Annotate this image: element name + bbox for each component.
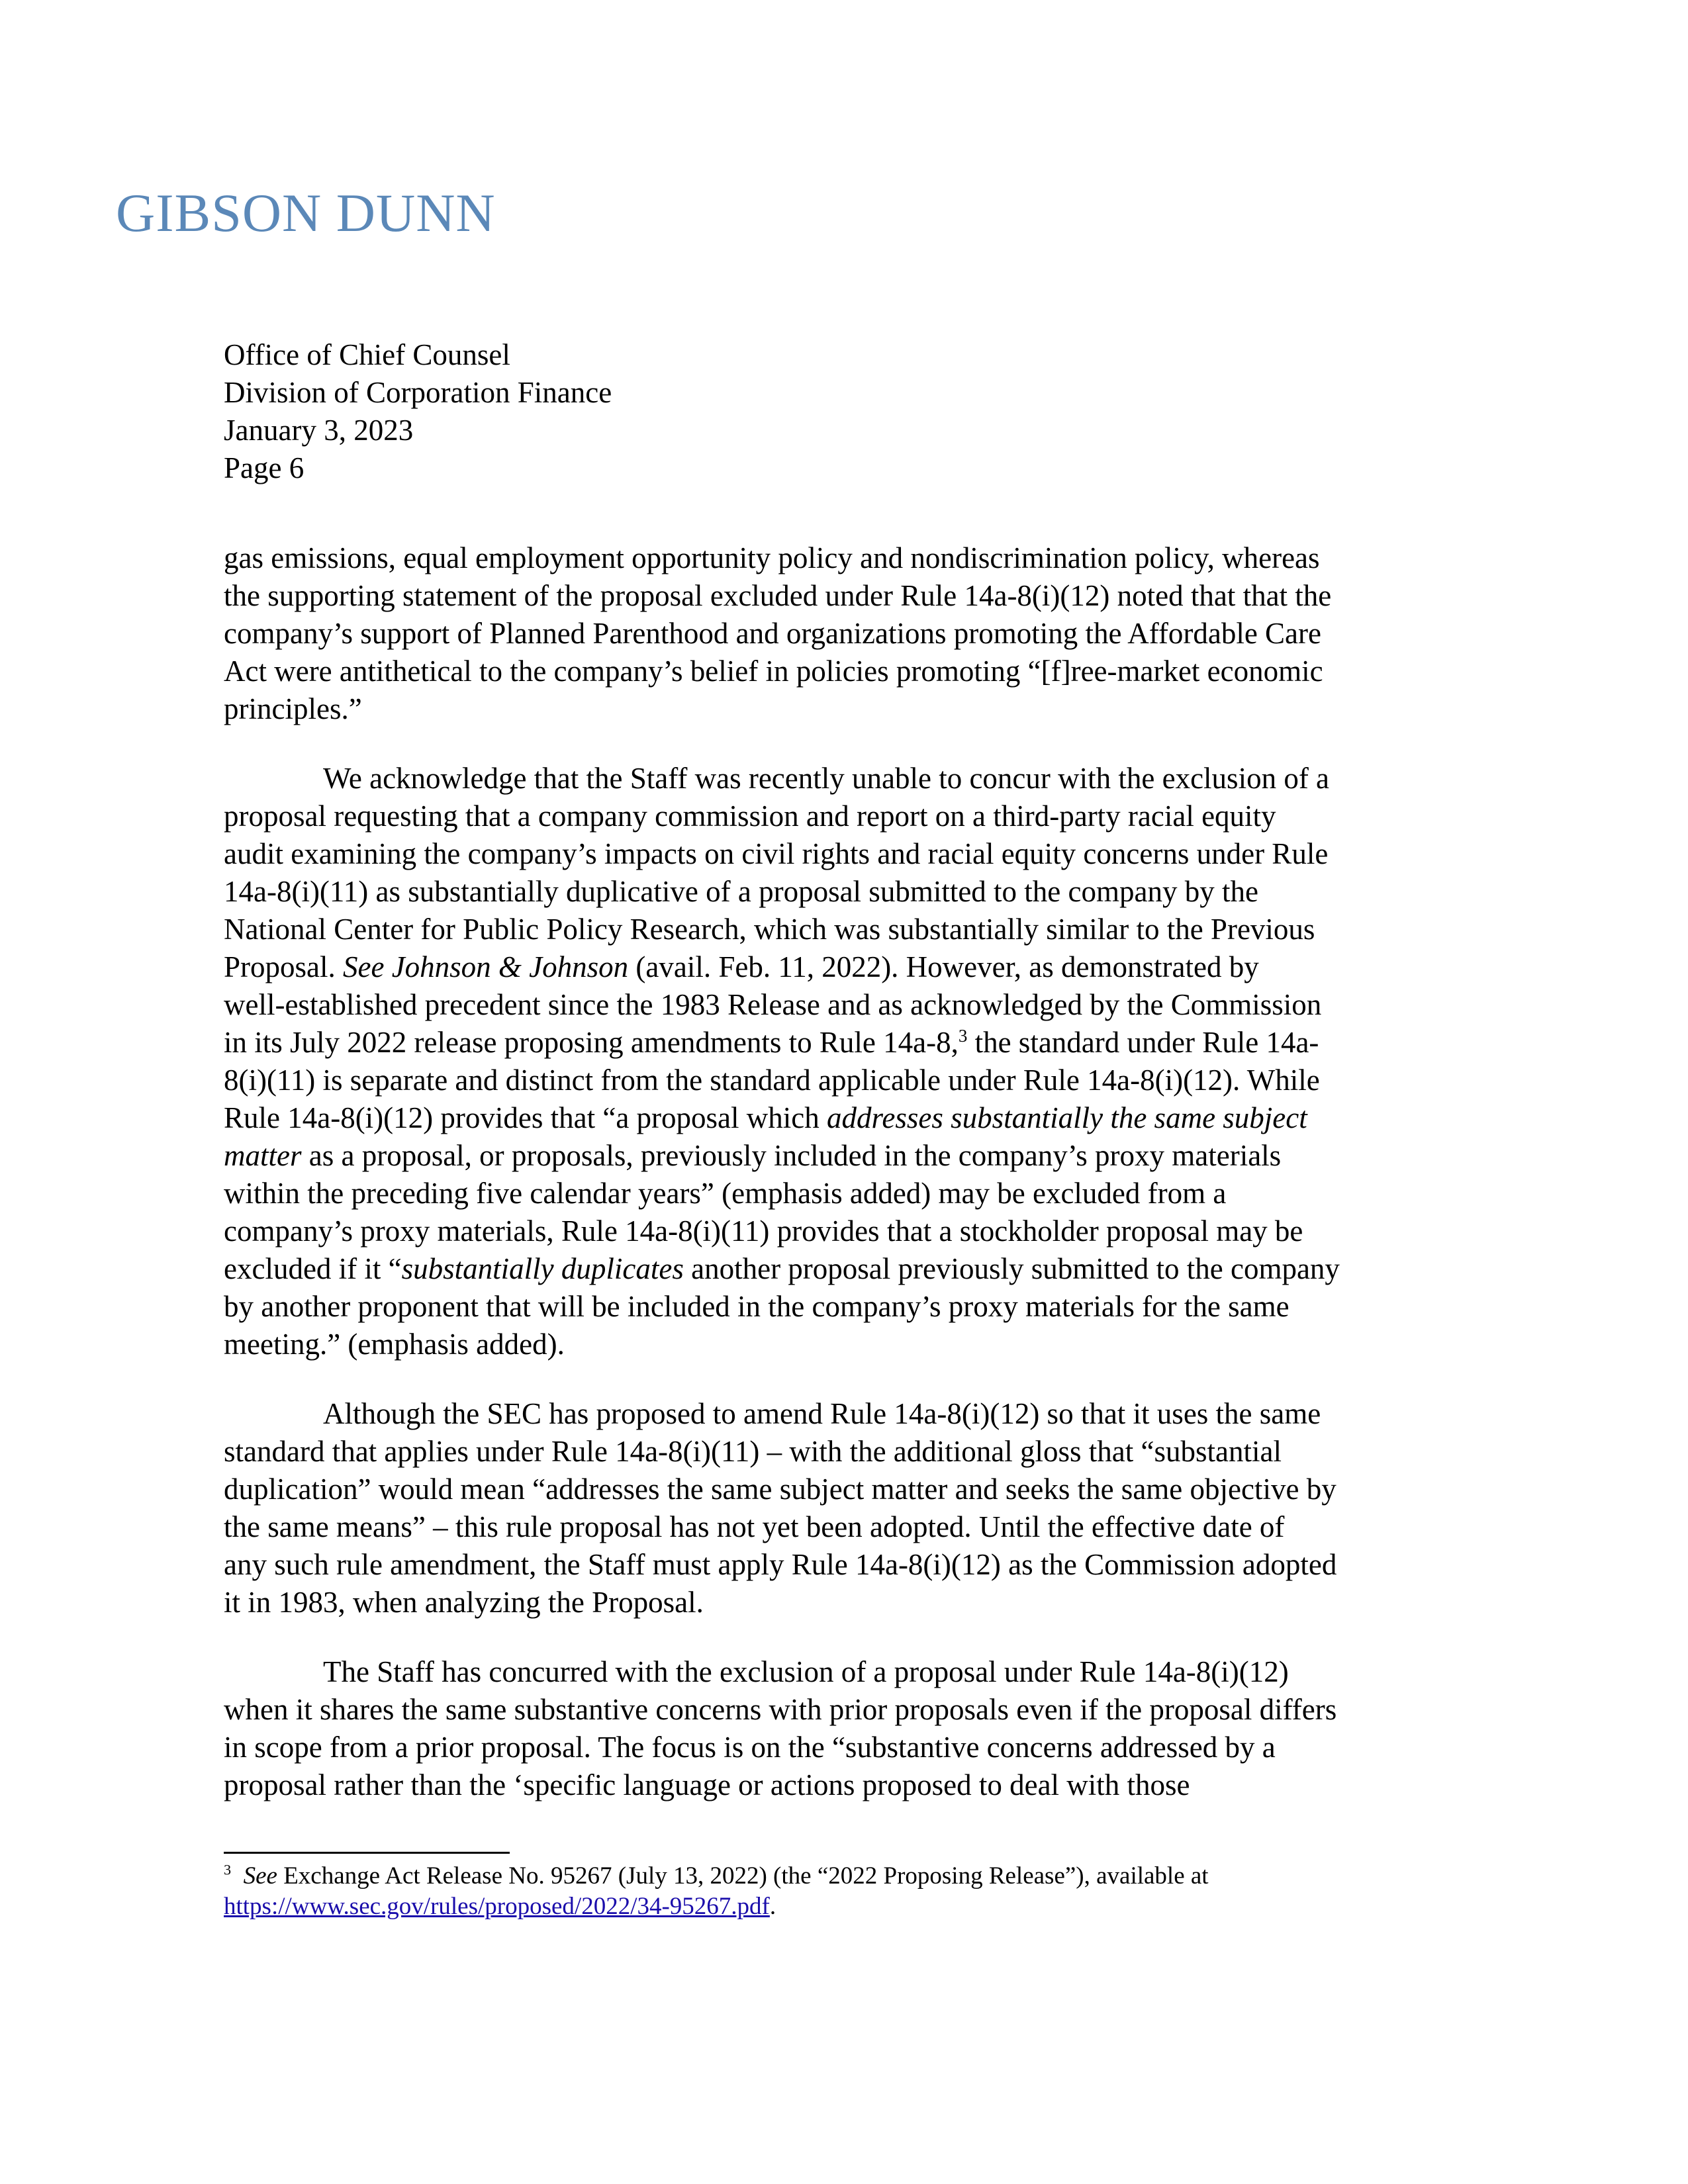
- paragraph-line: company’s support of Planned Parenthood and organizations promoting the Affordable Care: [224, 617, 1321, 650]
- letter-header: [224, 336, 612, 487]
- paragraph-line: standard that applies under Rule 14a-8(i)(11) – with the additional gloss that “substantial: [224, 1435, 1282, 1468]
- paragraph-line: The Staff has concurred with the exclusion of a proposal under Rule 14a-8(i)(12): [323, 1655, 1289, 1688]
- emphasis-text: addresses substantially the same subject: [827, 1101, 1307, 1134]
- paragraph-line: gas emissions, equal employment opportunity policy and nondiscrimination policy, whereas: [224, 541, 1320, 574]
- emphasis-text: matter: [224, 1139, 302, 1172]
- paragraph-line: the same means” – this rule proposal has not yet been adopted. Until the effective date of: [224, 1510, 1285, 1543]
- paragraph-line: proposal requesting that a company commission and report on a third-party racial equity: [224, 799, 1276, 833]
- footnotes: [224, 1861, 1209, 1922]
- footnote-signal: See: [243, 1862, 277, 1889]
- paragraph-line: in its July 2022 release proposing amendments to Rule 14a-8,$^3$ the standard under Rule 14a-: [224, 1026, 1319, 1059]
- paragraph-line: National Center for Public Policy Research, which was substantially similar to the Previous: [224, 913, 1315, 946]
- paragraph-3: [224, 1395, 1472, 1621]
- paragraph-line: We acknowledge that the Staff was recently unable to concur with the exclusion of a: [323, 762, 1330, 795]
- paragraph-line: 8(i)(11) is separate and distinct from the standard applicable under Rule 14a-8(i)(12). While: [224, 1064, 1320, 1097]
- case-citation: See Johnson & Johnson: [343, 950, 629, 983]
- paragraph-line: matter as a proposal, or proposals, previously included in the company’s proxy materials: [224, 1139, 1282, 1172]
- paragraph-4: [224, 1653, 1472, 1804]
- paragraph-1: [224, 539, 1472, 728]
- paragraph-line: proposal rather than the ‘specific language or actions proposed to deal with those: [224, 1768, 1190, 1801]
- footnote-3: $^3$ See Exchange Act Release No. 95267 (July 13, 2022) (the “2022 Proposing Release”), available at: [224, 1861, 1209, 1889]
- footnote-ref[interactable]: 3: [958, 1026, 968, 1046]
- letter-body: [224, 539, 1472, 1804]
- paragraph-line: Proposal. See Johnson & Johnson (avail. Feb. 11, 2022). However, as demonstrated by: [224, 950, 1259, 983]
- paragraph-line: audit examining the company’s impacts on civil rights and racial equity concerns under Rule: [224, 837, 1329, 870]
- footnote-divider: [224, 1852, 510, 1854]
- paragraph-line: it in 1983, when analyzing the Proposal.: [224, 1586, 704, 1619]
- paragraph-line: in scope from a prior proposal. The focus is on the “substantive concerns addressed by a: [224, 1731, 1276, 1764]
- paragraph-line: within the preceding five calendar years” (emphasis added) may be excluded from a: [224, 1177, 1227, 1210]
- emphasis-text: substantially duplicates: [401, 1252, 684, 1285]
- paragraph-line: well-established precedent since the 1983 Release and as acknowledged by the Commission: [224, 988, 1322, 1021]
- paragraph-2: [224, 760, 1472, 1363]
- footnote-url-link[interactable]: https://www.sec.gov/rules/proposed/2022/34-95267.pdf: [224, 1893, 770, 1920]
- paragraph-line: when it shares the same substantive concerns with prior proposals even if the proposal differs: [224, 1693, 1337, 1726]
- page-number: Page 6: [224, 451, 305, 484]
- paragraph-line: Rule 14a-8(i)(12) provides that “a proposal which addresses substantially the same subject: [224, 1101, 1307, 1134]
- paragraph-line: the supporting statement of the proposal excluded under Rule 14a-8(i)(12) noted that that the: [224, 579, 1332, 612]
- paragraph-line: by another proponent that will be included in the company’s proxy materials for the same: [224, 1290, 1289, 1323]
- letter-date: January 3, 2023: [224, 414, 414, 447]
- addressee-line-2: Division of Corporation Finance: [224, 376, 612, 409]
- paragraph-line: any such rule amendment, the Staff must apply Rule 14a-8(i)(12) as the Commission adopted: [224, 1548, 1337, 1581]
- footnote-url-line: https://www.sec.gov/rules/proposed/2022/34-95267.pdf.: [224, 1893, 776, 1920]
- paragraph-line: meeting.” (emphasis added).: [224, 1328, 565, 1361]
- paragraph-line: 14a-8(i)(11) as substantially duplicative of a proposal submitted to the company by the: [224, 875, 1258, 908]
- paragraph-line: Although the SEC has proposed to amend Rule 14a-8(i)(12) so that it uses the same: [323, 1397, 1321, 1430]
- paragraph-line: duplication” would mean “addresses the same subject matter and seeks the same objective by: [224, 1473, 1336, 1506]
- footnote-number: 3: [224, 1861, 232, 1878]
- gibson-dunn-logo: GIBSON DUNN: [116, 183, 496, 243]
- paragraph-line: excluded if it “substantially duplicates another proposal previously submitted to the company: [224, 1252, 1340, 1285]
- paragraph-line: principles.”: [224, 692, 362, 725]
- paragraph-line: company’s proxy materials, Rule 14a-8(i)(11) provides that a stockholder proposal may be: [224, 1214, 1303, 1248]
- addressee-line-1: Office of Chief Counsel: [224, 338, 510, 371]
- paragraph-line: Act were antithetical to the company’s belief in policies promoting “[f]ree-market economic: [224, 655, 1323, 688]
